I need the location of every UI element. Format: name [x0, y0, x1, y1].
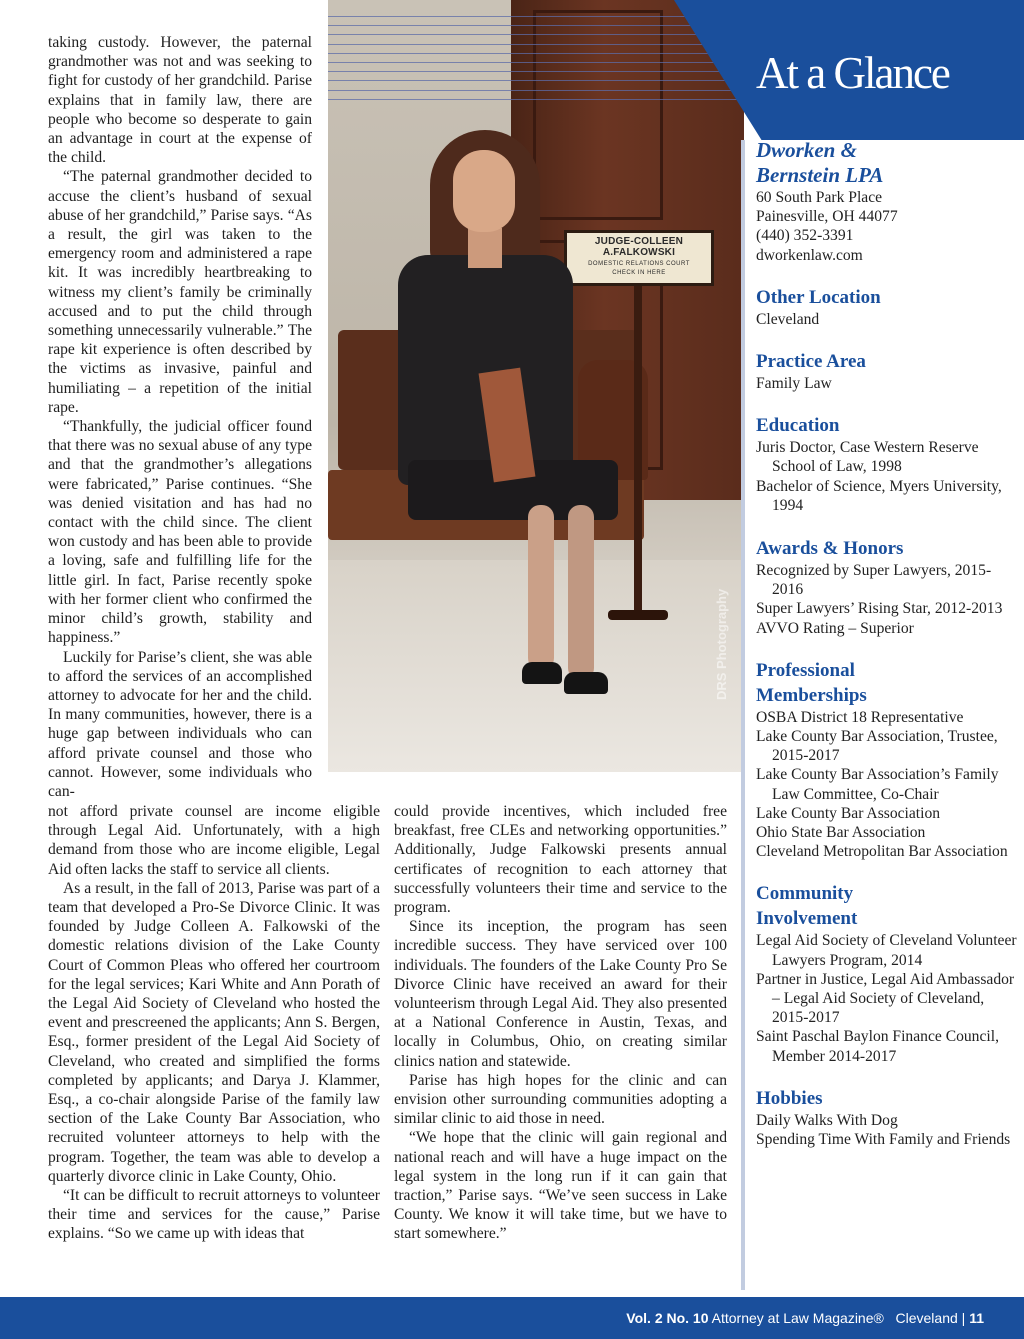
- portrait-photo: [328, 0, 744, 772]
- photo-overlay-line: [328, 80, 744, 81]
- article-column-left-bottom: [48, 802, 380, 1244]
- section-line: Saint Paschal Baylon Finance Council, Member 2014-2017: [756, 1028, 999, 1065]
- page-number: 11: [969, 1310, 984, 1326]
- section-line: Super Lawyers’ Rising Star, 2012-2013: [756, 600, 1003, 618]
- article-paragraph: could provide incentives, which included free breakfast, free CLEs and networking opportunities.” Additionally, Judge Falkowski presents annual certificates of recognition to each attorney that successfully volunteers their time and service to the program.: [394, 803, 727, 917]
- footer-separator: |: [961, 1310, 966, 1326]
- section-line: Cleveland Metropolitan Bar Association: [756, 843, 1008, 861]
- section-line: Ohio State Bar Association: [756, 824, 926, 842]
- section-line: Spending Time With Family and Friends: [756, 1131, 1011, 1149]
- article-paragraph: As a result, in the fall of 2013, Parise was part of a team that developed a Pro-Se Divorce Clinic. It was founded by Judge Colleen A. Falkowski of the domestic relations division of the Lake County Court of Common Pleas who offered her courtroom for the legal services; Kari White and Ann Porath of the Legal Aid Society of Cleveland who hosted the event and prescreened the applicants; Ann S. Bergen, Esq., former president of the Legal Aid Society of Cleveland, who created and simplified the forms completed by applicants; and Darya J. Klammer, Esq., a co-chair alongside Parise of the family law section of the Lake County Bar Association, who recruited volunteer attorneys to help with the program. Together, the team was able to develop a quarterly divorce clinic in Lake County, Ohio.: [48, 879, 380, 1185]
- article-paragraph: Luckily for Parise’s client, she was able to afford the services of an accomplished attorney to advocate for her and the child. In many communities, however, there is a huge gap between individuals who can afford private counsel and those who cannot. However, some individuals who can-: [48, 648, 312, 800]
- footer-publication: Attorney at Law Magazine®: [711, 1310, 884, 1326]
- section-line: Daily Walks With Dog: [756, 1111, 898, 1129]
- photo-overlay-line: [328, 62, 744, 63]
- section-line: Family Law: [756, 375, 832, 393]
- photo-overlay-line: [328, 34, 744, 35]
- section-line: Lake County Bar Association: [756, 804, 941, 822]
- glance-title: At a Glance: [756, 48, 949, 98]
- person-torso: [398, 255, 573, 485]
- section-heading: Memberships: [756, 684, 867, 706]
- article-paragraph: “It can be difficult to recruit attorneys to volunteer their time and services for the cause,” Parise explains. “So we came up with ideas that: [48, 1187, 380, 1243]
- section-heading: Education: [756, 415, 840, 437]
- article-paragraph: “We hope that the clinic will gain regional and national reach and will have a huge impact on the legal system in the long run if it can gain that traction,” Parise says. “We’ve seen success in Lake County. We know it will take time, but we have to start somewhere.”: [394, 1129, 727, 1243]
- practice-area-section: [756, 349, 1018, 393]
- section-line: Cleveland: [756, 310, 820, 328]
- article-column-left-top: [48, 33, 312, 801]
- community-section: [756, 881, 1018, 1065]
- section-line: Lake County Bar Association, Trustee, 2015-2017: [756, 728, 998, 765]
- sign-court: DOMESTIC RELATIONS COURT: [588, 261, 690, 267]
- hobbies-section: [756, 1086, 1018, 1149]
- section-heading: Other Location: [756, 286, 881, 308]
- article-paragraph: Parise has high hopes for the clinic and can envision other surrounding communities adopting a similar clinic to aid those in need.: [394, 1071, 727, 1128]
- section-line: AVVO Rating – Superior: [756, 619, 914, 637]
- section-line: Recognized by Super Lawyers, 2015-2016: [756, 562, 992, 599]
- photo-overlay-line: [328, 25, 744, 26]
- photo-overlay-line: [328, 53, 744, 54]
- courtroom-sign: [564, 230, 714, 286]
- photo-credit: DRS Photography: [714, 588, 729, 700]
- section-heading: Professional: [756, 659, 855, 681]
- photo-overlay-line: [328, 71, 744, 72]
- photo-overlay-line: [328, 99, 744, 100]
- section-heading: Hobbies: [756, 1087, 823, 1109]
- section-line: Partner in Justice, Legal Aid Ambassador – Legal Aid Society of Cleveland, 2015-2017: [756, 970, 1015, 1027]
- section-line: Juris Doctor, Case Western Reserve School of Law, 1998: [756, 439, 979, 476]
- article-paragraph: not afford private counsel are income eligible through Legal Aid. Unfortunately, with a high demand from those who are income eligible, Legal Aid often lacks the staff to service all clients.: [48, 803, 380, 878]
- firm-website[interactable]: dworkenlaw.com: [756, 246, 863, 264]
- firm-phone: (440) 352-3391: [756, 227, 854, 245]
- awards-section: [756, 536, 1018, 638]
- education-section: [756, 413, 1018, 515]
- article-column-middle: [394, 802, 727, 1244]
- section-line: Legal Aid Society of Cleveland Volunteer Lawyers Program, 2014: [756, 932, 1017, 969]
- article-paragraph: Since its inception, the program has seen incredible success. They have serviced over 100 individuals. The founders of the Lake County Pro Se Divorce Clinic have received an award for their volunteerism through Legal Aid. They also presented at a National Conference in Austin, Texas, and locally in Columbus, Ohio, on creating similar clinics nation and statewide.: [394, 918, 727, 1070]
- at-a-glance-sidebar: [756, 140, 1018, 1149]
- person-face: [453, 150, 515, 232]
- footer-issue: Vol. 2 No. 10: [626, 1310, 709, 1326]
- article-paragraph: “The paternal grandmother decided to accuse the client’s husband of sexual abuse of her grandchild,” Parise says. “As a result, the girl was taken to the emergency room and administered a rape kit. It was incredibly heartbreaking to witness my client’s family be criminally accused and to put the child through something unnecessarily vulnerable.” The rape kit experience is often described by the victims as invasive, painful and humiliating – a repetition of the initial rape.: [48, 168, 312, 416]
- photo-overlay-line: [328, 44, 744, 45]
- section-heading: Involvement: [756, 908, 858, 930]
- section-line: OSBA District 18 Representative: [756, 708, 964, 726]
- firm-name-line1: Dworken &: [756, 138, 857, 162]
- memberships-section: [756, 658, 1018, 862]
- firm-address-line: 60 South Park Place: [756, 189, 883, 206]
- section-heading: Community: [756, 883, 854, 905]
- photo-overlay-line: [328, 16, 744, 17]
- photo-overlay-line: [328, 90, 744, 91]
- other-location-section: [756, 285, 1018, 329]
- footer-city: Cleveland: [895, 1310, 958, 1326]
- section-heading: Awards & Honors: [756, 538, 904, 560]
- firm-address-line: Painesville, OH 44077: [756, 208, 898, 226]
- section-line: Bachelor of Science, Myers University, 1994: [756, 477, 1002, 514]
- sign-name: JUDGE-COLLEEN A.FALKOWSKI: [594, 236, 684, 258]
- sign-check: CHECK IN HERE: [612, 270, 666, 276]
- sidebar-rule: [741, 140, 745, 1290]
- firm-name-line2: Bernstein LPA: [756, 163, 884, 187]
- article-paragraph: taking custody. However, the paternal grandmother was not and was seeking to fight for custody of her grandchild. Parise explains that in family law, there are people who become so desperate to gain an advantage in court at the expense of the child.: [48, 34, 312, 167]
- section-line: Lake County Bar Association’s Family Law Committee, Co-Chair: [756, 766, 999, 803]
- page-footer: [0, 1297, 1024, 1339]
- article-paragraph: “Thankfully, the judicial officer found that there was no sexual abuse of any type and that the grandmother’s allegations were fabricated,” Parise continues. “She was denied visitation and has had no contact with the child since. The client won custody and has been able to provide a loving, safe and fulfilling life for the little girl. In fact, Parise recently spoke with her former client who confirmed the minor child’s growth, stability and happiness.”: [48, 418, 312, 647]
- firm-section: [756, 138, 1018, 265]
- section-heading: Practice Area: [756, 351, 866, 373]
- footer-text: [626, 1310, 984, 1326]
